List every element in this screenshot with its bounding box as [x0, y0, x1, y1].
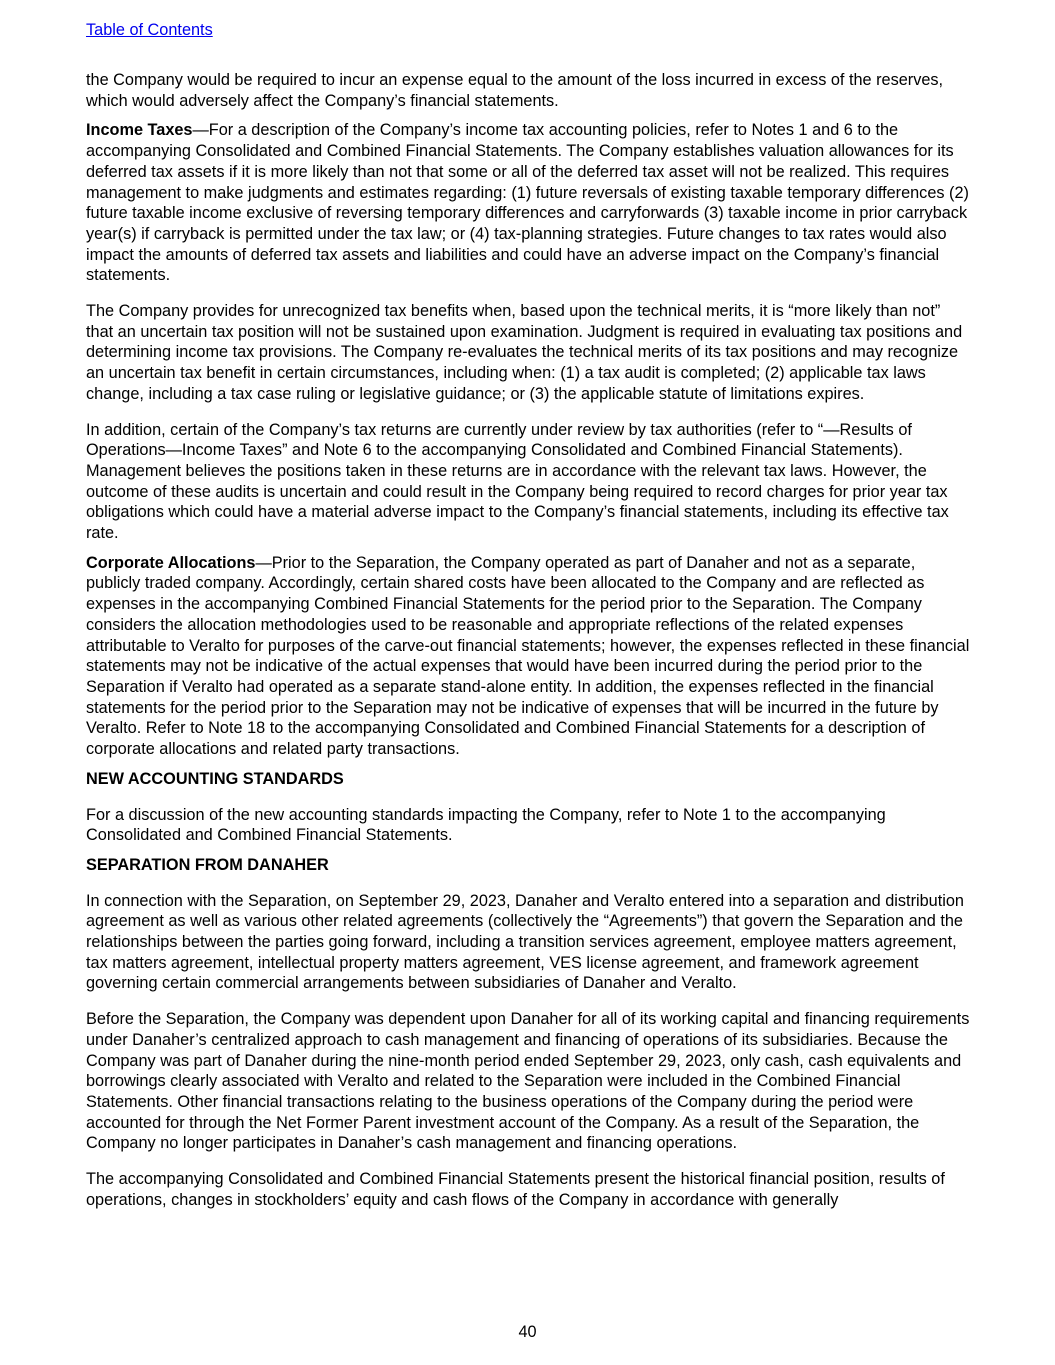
- paragraph-income-taxes: [86, 120, 970, 286]
- income-taxes-text: —For a description of the Company’s income tax accounting policies, refer to Notes 1 and 6 to the accompanying Consolidated and Combined Financial Statements. The Company establishes valuation allowances for its deferred tax assets if it is more likely than not that some or all of the deferred tax asset will not be realized. This requires management to make judgments and estimates regarding: (1) future reversals of existing taxable temporary differences (2) future taxable income exclusive of reversing temporary differences and carryforwards (3) taxable income in prior carryback year(s) if carryback is permitted under the tax law; or (4) tax-planning strategies. Future changes to tax rates would also impact the amounts of deferred tax assets and liabilities and could have an adverse impact on the Company’s financial statements.: [86, 121, 969, 285]
- new-accounting-standards-heading: NEW ACCOUNTING STANDARDS: [86, 769, 344, 788]
- separation-from-danaher-heading: SEPARATION FROM DANAHER: [86, 855, 329, 874]
- paragraph-separation-agreements: In connection with the Separation, on September 29, 2023, Danaher and Veralto entered into a separation and distribution agreement as well as various other related agreements (collectively the “Agreements”) that govern the Separation and the relationships between the parties going forward, including a transition services agreement, employee matters agreement, tax matters agreement, intellectual property matters agreement, VES license agreement, and framework agreement governing certain commercial arrangements between subsidiaries of Danaher and Veralto.: [86, 891, 964, 993]
- paragraph-unrecognized-tax-benefits: The Company provides for unrecognized tax benefits when, based upon the technical merits, it is “more likely than not” that an uncertain tax position will not be sustained upon examination. Judgment is required in evaluating tax positions and determining income tax provisions. The Company re-evaluates the technical merits of its tax positions and may recognize an uncertain tax benefit in certain circumstances, including when: (1) a tax audit is completed; (2) applicable tax laws change, including a tax case ruling or legislative guidance; or (3) the applicable statute of limitations expires.: [86, 302, 963, 403]
- paragraph-loss-reserves: the Company would be required to incur an expense equal to the amount of the loss incurred in excess of the reserves, which would adversely affect the Company’s financial statements.: [86, 71, 944, 110]
- paragraph-new-accounting-standards: For a discussion of the new accounting standards impacting the Company, refer to Note 1 to the accompanying Consolidated and Combined Financial Statements.: [86, 805, 886, 845]
- document-body: [86, 70, 970, 1210]
- income-taxes-heading: Income Taxes: [86, 121, 193, 140]
- corporate-allocations-text: —Prior to the Separation, the Company operated as part of Danaher and not as a separate, publicly traded company. Accordingly, certain shared costs have been allocated to the Company and are reflected as expenses in the accompanying Combined Financial Statements for the period prior to the Separation. The Company considers the allocation methodologies used to be reasonable and appropriate reflections of the related expenses attributable to Veralto for purposes of the carve-out financial statements; however, the expenses reflected in these financial statements may not be indicative of the actual expenses that would have been incurred during the period prior to the Separation if Veralto had operated as a separate stand-alone entity. In addition, the expenses reflected in the financial statements for the period prior to the Separation may not be indicative of expenses that will be incurred in the future by Veralto. Refer to Note 18 to the accompanying Consolidated and Combined Financial Statements for a description of corporate allocations and related party transactions.: [86, 553, 970, 759]
- paragraph-tax-returns-review: In addition, certain of the Company’s tax returns are currently under review by tax authorities (refer to “—Results of Operations—Income Taxes” and Note 6 to the accompanying Consolidated and Combined Financial Statements). Management believes the positions taken in these returns are in accordance with the relevant tax laws. However, the outcome of these audits is uncertain and could result in the Company being required to record charges for prior year tax obligations which could have a material adverse impact to the Company’s financial statements, including its effective tax rate.: [86, 420, 949, 543]
- table-of-contents-link[interactable]: Table of Contents: [86, 21, 213, 39]
- page-number: 40: [518, 1323, 537, 1341]
- paragraph-separation-cash-management: Before the Separation, the Company was dependent upon Danaher for all of its working capital and financing requirements under Danaher’s centralized approach to cash management and financing of operations of its subsidiaries. Because the Company was part of Danaher during the nine-month period ended September 29, 2023, only cash, cash equivalents and borrowings clearly associated with Veralto and related to the Separation were included in the Combined Financial Statements. Other financial transactions relating to the business operations of the Company during the period were accounted for through the Net Former Parent investment account of the Company. As a result of the Separation, the Company no longer participates in Danaher’s cash management and financing operations.: [86, 1010, 970, 1153]
- corporate-allocations-heading: Corporate Allocations: [86, 553, 256, 572]
- paragraph-corporate-allocations: [86, 553, 970, 760]
- paragraph-separation-financial-statements: The accompanying Consolidated and Combined Financial Statements present the historical financial position, results of operations, changes in stockholders’ equity and cash flows of the Company in accordance with generally: [86, 1170, 945, 1209]
